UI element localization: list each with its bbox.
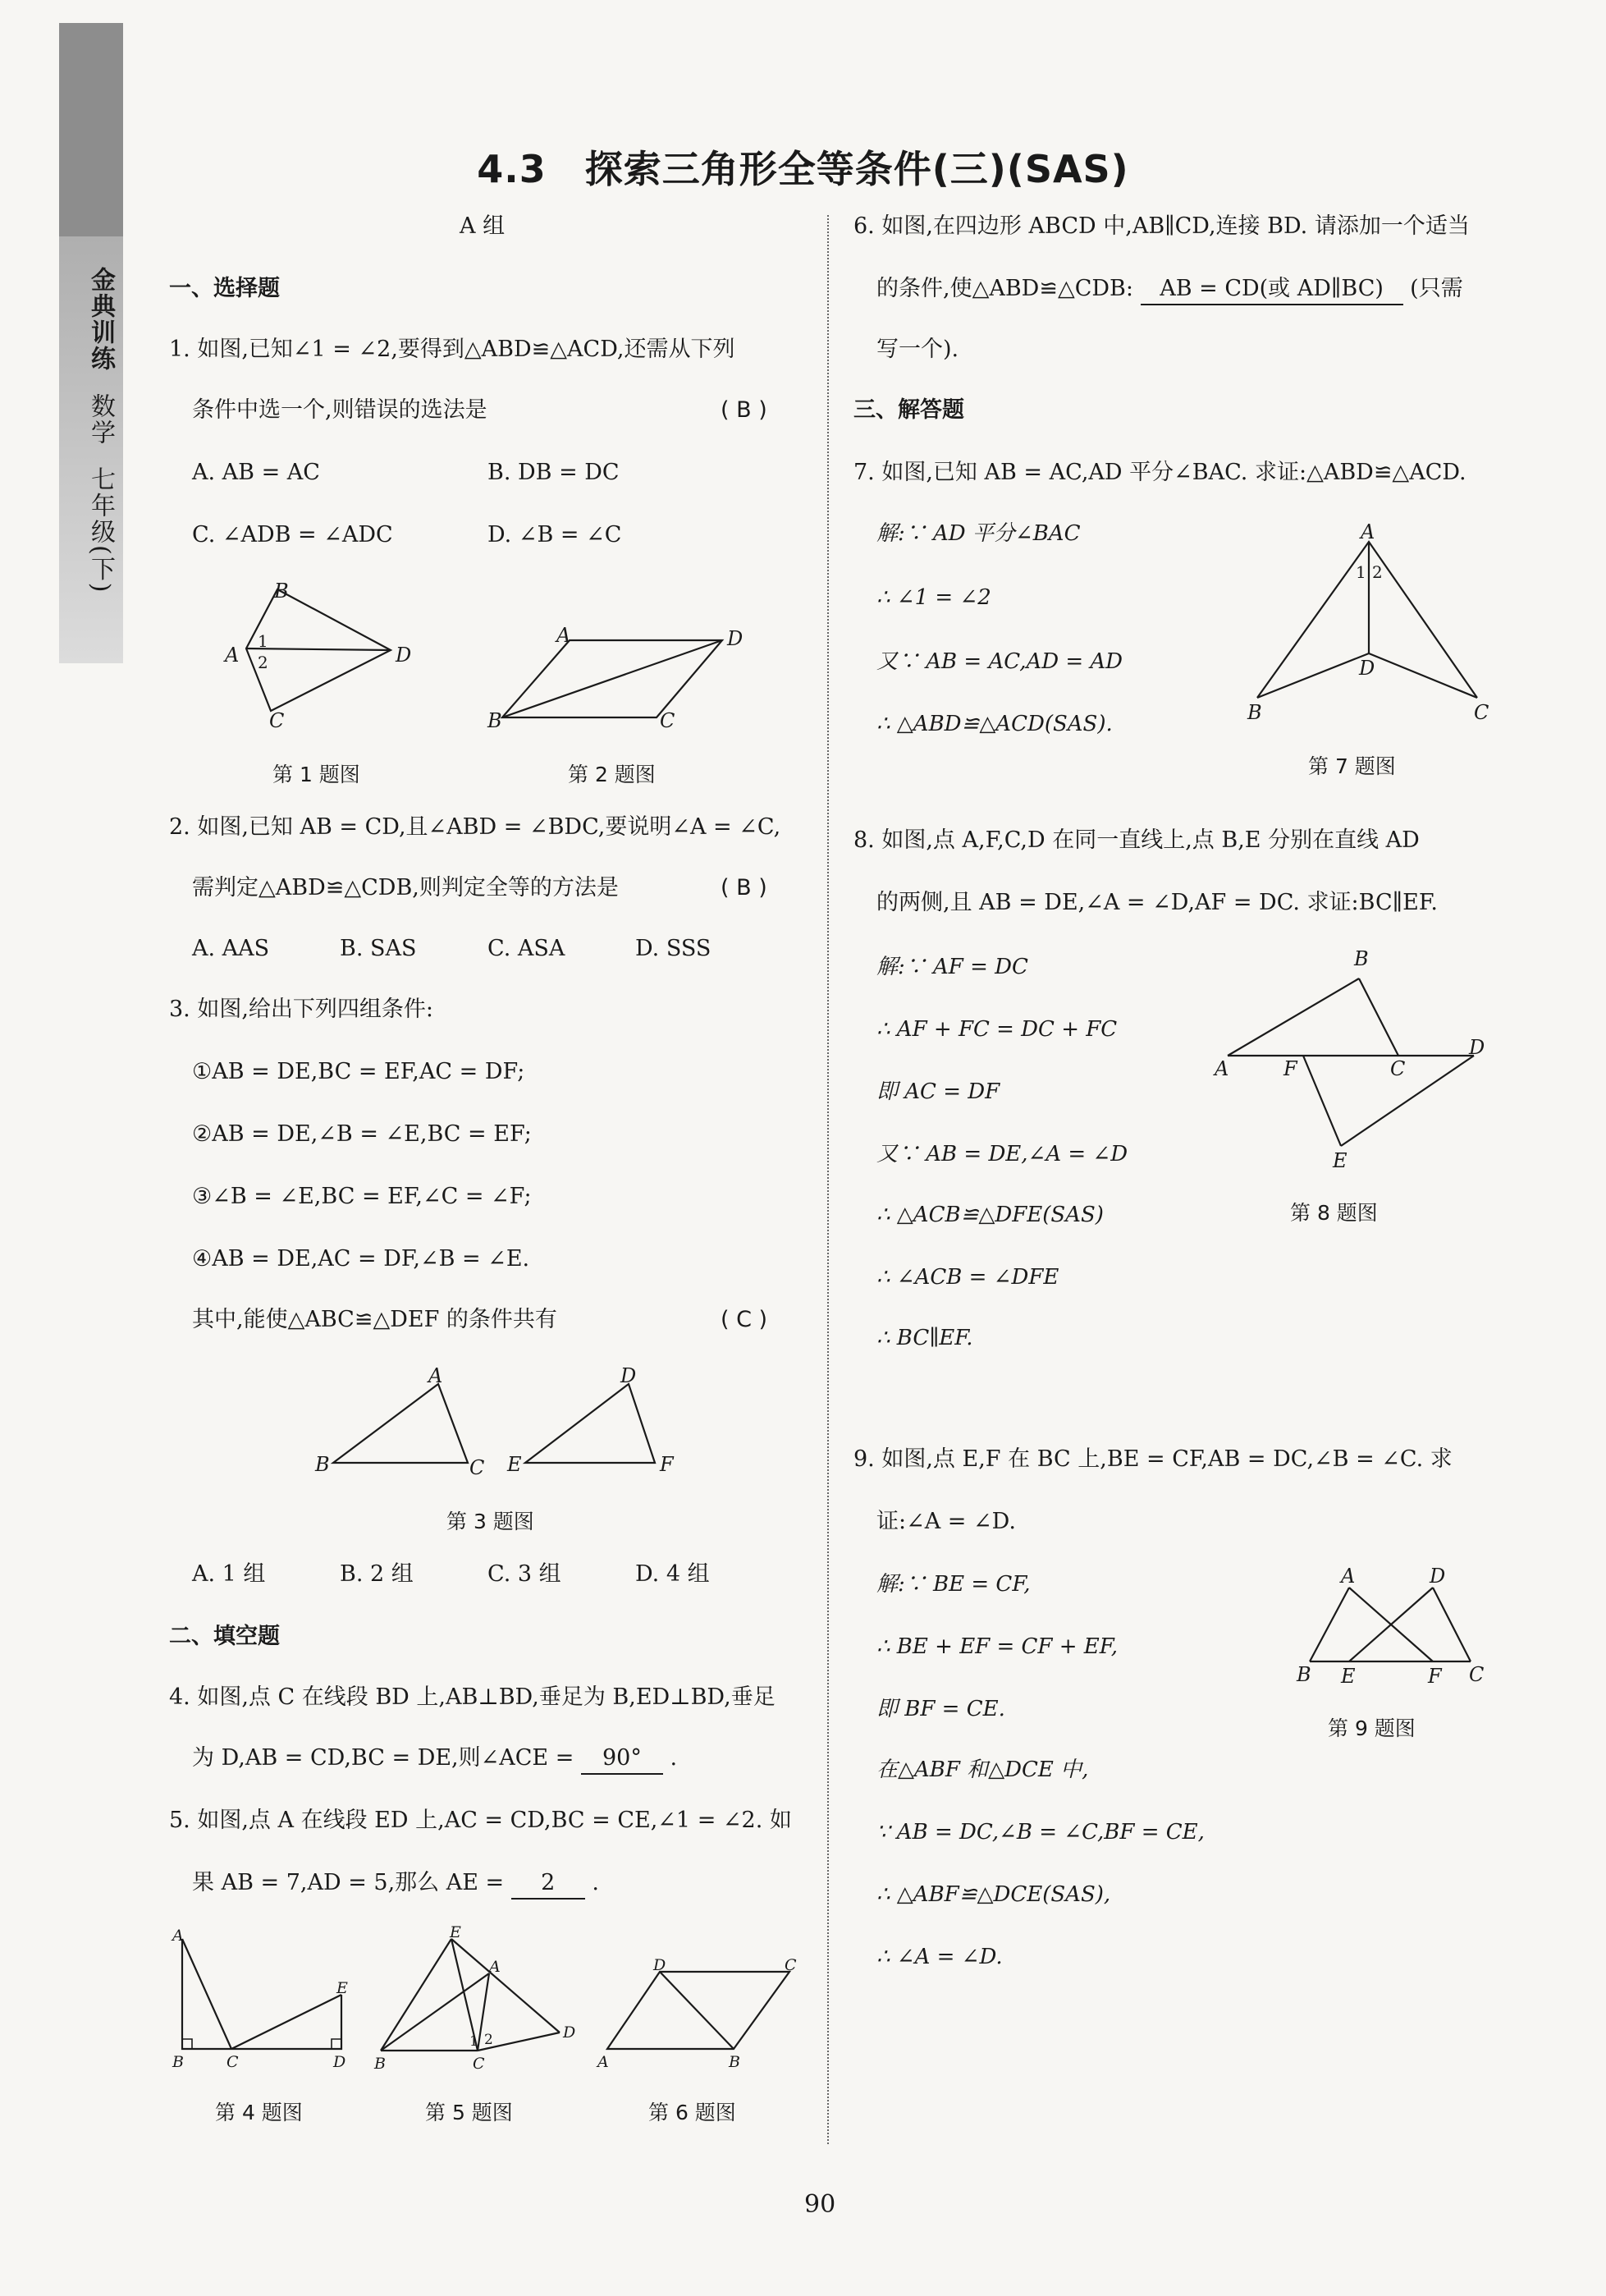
q6-label-d: D xyxy=(653,1956,666,1974)
q3-label-e: E xyxy=(507,1453,522,1476)
q7-angle-1: 1 xyxy=(1356,562,1366,582)
q2-option-c: C. ASA xyxy=(487,936,565,961)
q2-label-b: B xyxy=(487,709,502,732)
q5-caption: 第 5 题图 xyxy=(425,2101,513,2124)
q4-line2-pre: 为 D,AB = CD,BC = DE,则∠ACE = xyxy=(192,1745,574,1771)
q8-step-6: ∴ ∠ACB = ∠DFE xyxy=(876,1265,1059,1290)
q6-line1: 6. 如图,在四边形 ABCD 中,AB∥CD,连接 BD. 请添加一个适当 xyxy=(853,213,1470,239)
q8-step-1: 解:∵ AF = DC xyxy=(876,955,1028,979)
q4-answer: 90° xyxy=(581,1744,663,1775)
q1-angle-2: 2 xyxy=(258,653,268,672)
q9-label-a: A xyxy=(1341,1565,1356,1588)
q9-caption: 第 9 题图 xyxy=(1328,1716,1416,1740)
q8-label-b: B xyxy=(1354,947,1369,970)
q8-caption: 第 8 题图 xyxy=(1290,1201,1378,1225)
q1-answer: ( B ) xyxy=(721,397,767,423)
q4-label-d: D xyxy=(333,2053,346,2071)
q2-label-c: C xyxy=(660,709,675,732)
q2-line2: 需判定△ABD≌△CDB,则判定全等的方法是 xyxy=(192,875,619,901)
q8-step-4: 又∵ AB = DE,∠A = ∠D xyxy=(876,1142,1128,1166)
q3-option-a: A. 1 组 xyxy=(192,1561,266,1587)
q3-cond-4: ④AB = DE,AC = DF,∠B = ∠E. xyxy=(192,1246,530,1272)
q8-label-e: E xyxy=(1333,1149,1347,1172)
q9-step-6: ∴ △ABF≌△DCE(SAS), xyxy=(876,1882,1111,1907)
q1-line1: 1. 如图,已知∠1 = ∠2,要得到△ABD≌△ACD,还需从下列 xyxy=(169,337,735,362)
q3-ask: 其中,能使△ABC≌△DEF 的条件共有 xyxy=(192,1307,557,1332)
q8-step-2: ∴ AF + FC = DC + FC xyxy=(876,1017,1118,1042)
q1-option-a: A. AB = AC xyxy=(192,460,320,485)
section-solve: 三、解答题 xyxy=(853,397,964,423)
q5-label-e: E xyxy=(450,1923,461,1941)
q5-label-a: A xyxy=(489,1958,501,1976)
q7-label-c: C xyxy=(1474,701,1489,724)
q3-cond-1: ①AB = DE,BC = EF,AC = DF; xyxy=(192,1059,525,1084)
q2-option-a: A. AAS xyxy=(192,936,270,961)
q4-line2-post: . xyxy=(670,1745,678,1771)
q9-step-2: ∴ BE + EF = CF + EF, xyxy=(876,1634,1119,1659)
q3-label-c: C xyxy=(469,1456,485,1479)
q1-label-a: A xyxy=(225,644,240,667)
q5-label-c: C xyxy=(473,2055,485,2073)
q5-label-d: D xyxy=(563,2023,576,2042)
q2-label-d: D xyxy=(727,627,744,650)
q9-line2: 证:∠A = ∠D. xyxy=(876,1509,1016,1534)
q7-step-3: 又∵ AB = AC,AD = AD xyxy=(876,649,1123,674)
page-number: 90 xyxy=(804,2190,836,2219)
q8-label-c: C xyxy=(1390,1057,1406,1080)
q5-label-b: B xyxy=(374,2055,386,2073)
sidebar-subject: 数学 xyxy=(86,392,115,446)
q2-line1: 2. 如图,已知 AB = CD,且∠ABD = ∠BDC,要说明∠A = ∠C, xyxy=(169,814,781,840)
q2-caption: 第 2 题图 xyxy=(568,763,656,786)
q3-label-b: B xyxy=(315,1453,330,1476)
q6-line2-pre: 的条件,使△ABD≌△CDB: xyxy=(876,276,1133,301)
q1-option-d: D. ∠B = ∠C xyxy=(487,522,622,548)
q8-label-f: F xyxy=(1283,1057,1297,1080)
q3-answer: ( C ) xyxy=(721,1307,768,1332)
q8-step-3: 即 AC = DF xyxy=(876,1079,1000,1104)
q9-line-dc xyxy=(1433,1588,1471,1661)
q3-cond-3: ③∠B = ∠E,BC = EF,∠C = ∠F; xyxy=(192,1184,532,1209)
q5-angle-1: 1 xyxy=(469,2033,478,2050)
q1-option-b: B. DB = DC xyxy=(487,460,620,485)
q9-label-d: D xyxy=(1430,1565,1446,1588)
page-title: 4.3 探索三角形全等条件(三)(SAS) xyxy=(477,147,1129,191)
q4-label-b: B xyxy=(172,2053,184,2071)
group-label: A 组 xyxy=(460,213,506,239)
q1-angle-1: 1 xyxy=(258,631,268,651)
q6-label-a: A xyxy=(597,2053,609,2071)
q4-label-a: A xyxy=(172,1927,184,1945)
q3-cond-2: ②AB = DE,∠B = ∠E,BC = EF; xyxy=(192,1121,532,1147)
q7-step-4: ∴ △ABD≌△ACD(SAS). xyxy=(876,712,1113,736)
q3-option-c: C. 3 组 xyxy=(487,1561,561,1587)
q2-option-b: B. SAS xyxy=(340,936,417,961)
q9-step-4: 在△ABF 和△DCE 中, xyxy=(876,1758,1089,1782)
q3-option-d: D. 4 组 xyxy=(635,1561,710,1587)
q8-line2: 的两侧,且 AB = DE,∠A = ∠D,AF = DC. 求证:BC∥EF. xyxy=(876,890,1438,915)
q7-label-a: A xyxy=(1361,520,1375,543)
q3-line1: 3. 如图,给出下列四组条件: xyxy=(169,997,434,1022)
q9-label-c: C xyxy=(1469,1663,1485,1686)
q9-label-b: B xyxy=(1297,1663,1311,1686)
q4-label-c: C xyxy=(226,2053,239,2071)
q6-line3: 写一个). xyxy=(876,337,959,362)
q6-label-c: C xyxy=(785,1956,797,1974)
q2-answer: ( B ) xyxy=(721,875,767,901)
q6-caption: 第 6 题图 xyxy=(648,2101,736,2124)
q2-option-d: D. SSS xyxy=(635,936,711,961)
q5-answer: 2 xyxy=(511,1868,585,1900)
q9-step-1: 解:∵ BE = CF, xyxy=(876,1572,1031,1597)
q2-label-a: A xyxy=(556,624,571,647)
q7-step-2: ∴ ∠1 = ∠2 xyxy=(876,585,991,610)
q9-step-5: ∵ AB = DC,∠B = ∠C,BF = CE, xyxy=(876,1820,1205,1845)
q4-label-e: E xyxy=(336,1979,348,1997)
q1-line2: 条件中选一个,则错误的选法是 xyxy=(192,397,487,423)
sidebar-grade: 七年级(下) xyxy=(86,466,115,594)
q3-label-f: F xyxy=(660,1453,674,1476)
q7-angle-2: 2 xyxy=(1372,562,1383,582)
q8-step-7: ∴ BC∥EF. xyxy=(876,1326,973,1350)
q9-step-7: ∴ ∠A = ∠D. xyxy=(876,1945,1003,1969)
q8-step-5: ∴ △ACB≌△DFE(SAS) xyxy=(876,1203,1104,1227)
q6-line2-post: (只需 xyxy=(1410,276,1463,301)
q3-option-b: B. 2 组 xyxy=(340,1561,414,1587)
q7-line1: 7. 如图,已知 AB = AC,AD 平分∠BAC. 求证:△ABD≌△ACD. xyxy=(853,460,1466,485)
q9-step-3: 即 BF = CE. xyxy=(876,1697,1005,1721)
q1-caption: 第 1 题图 xyxy=(272,763,360,786)
q3-caption: 第 3 题图 xyxy=(446,1510,534,1533)
section-choice: 一、选择题 xyxy=(169,276,280,301)
q5-line1: 5. 如图,点 A 在线段 ED 上,AC = CD,BC = CE,∠1 = ∠2. 如 xyxy=(169,1808,792,1833)
q1-label-d: D xyxy=(396,644,412,667)
q4-line1: 4. 如图,点 C 在线段 BD 上,AB⊥BD,垂足为 B,ED⊥BD,垂足 xyxy=(169,1684,776,1710)
q8-line1: 8. 如图,点 A,F,C,D 在同一直线上,点 B,E 分别在直线 AD xyxy=(853,827,1420,853)
q8-label-a: A xyxy=(1215,1057,1229,1080)
q1-option-c: C. ∠ADB = ∠ADC xyxy=(192,522,393,548)
q8-label-d: D xyxy=(1469,1036,1485,1059)
q7-label-d: D xyxy=(1359,657,1375,680)
q7-caption: 第 7 题图 xyxy=(1308,754,1396,778)
q1-label-c: C xyxy=(269,709,285,732)
q7-step-1: 解:∵ AD 平分∠BAC xyxy=(876,521,1081,546)
q9-line-ba xyxy=(1310,1588,1349,1661)
q3-label-a: A xyxy=(428,1364,443,1387)
q5-line2-post: . xyxy=(592,1870,599,1895)
q6-answer: AB = CD(或 AD∥BC) xyxy=(1141,274,1403,305)
q5-line2-pre: 果 AB = 7,AD = 5,那么 AE = xyxy=(192,1870,505,1895)
q4-caption: 第 4 题图 xyxy=(215,2101,303,2124)
q1-label-b: B xyxy=(274,580,289,603)
q9-label-e: E xyxy=(1341,1665,1356,1688)
q9-label-f: F xyxy=(1428,1665,1442,1688)
q3-label-d: D xyxy=(620,1364,637,1387)
sidebar-series: 金典训练 xyxy=(86,267,115,372)
q7-label-b: B xyxy=(1247,701,1262,724)
section-fill: 二、填空题 xyxy=(169,1624,280,1649)
q9-line1: 9. 如图,点 E,F 在 BC 上,BE = CF,AB = DC,∠B = ∠C. 求 xyxy=(853,1446,1453,1472)
q5-angle-2: 2 xyxy=(484,2032,493,2048)
q6-label-b: B xyxy=(729,2053,740,2071)
